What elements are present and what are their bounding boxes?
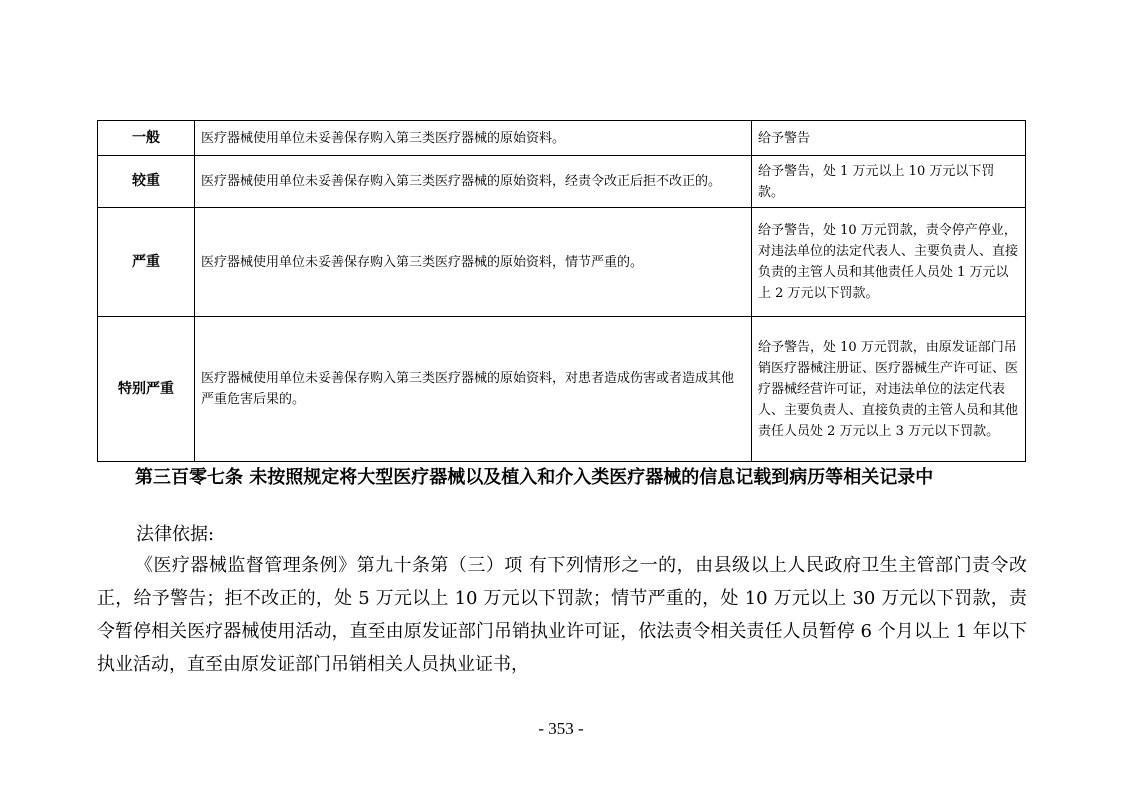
penalty-cell: 给予警告，处 10 万元罚款，由原发证部门吊销医疗器械注册证、医疗器械生产许可证、医疗器械经营许可证，对违法单位的法定代表人、主要负责人、直接负责的主管人员和其他责任人员处 2 万元以上 3 万元以下罚款。 [752, 317, 1026, 462]
violation-situation-cell: 医疗器械使用单位未妥善保存购入第三类医疗器械的原始资料，经责令改正后拒不改正的。 [195, 156, 752, 208]
severity-level-cell: 特别严重 [98, 317, 195, 462]
penalty-cell: 给予警告，处 1 万元以上 10 万元以下罚款。 [752, 156, 1026, 208]
table-row [98, 156, 1026, 208]
violation-situation-cell: 医疗器械使用单位未妥善保存购入第三类医疗器械的原始资料。 [195, 121, 752, 156]
legal-basis-text: 《医疗器械监督管理条例》第九十条第（三）项 有下列情形之一的，由县级以上人民政府卫生主管部门责令改正，给予警告；拒不改正的，处 5 万元以上 10 万元以下罚款；情节严重的，处 10 万元以上 30 万元以下罚款，责令暂停相关医疗器械使用活动，直至由原发证部门吊销执业许可证，依法责令相关责任人员暂停 6 个月以上 1 年以下执业活动，直至由原发证部门吊销相关人员执业证书， [97, 555, 1027, 675]
table-row [98, 121, 1026, 156]
severity-level-cell: 较重 [98, 156, 195, 208]
legal-basis-label: 法律依据: [136, 524, 215, 545]
violation-situation-cell: 医疗器械使用单位未妥善保存购入第三类医疗器械的原始资料，对患者造成伤害或者造成其他严重危害后果的。 [195, 317, 752, 462]
penalty-cell: 给予警告 [752, 121, 1026, 156]
article-heading: 第三百零七条 未按照规定将大型医疗器械以及植入和介入类医疗器械的信息记载到病历等相关记录中 [135, 467, 934, 488]
severity-level-cell: 严重 [98, 208, 195, 317]
penalty-table [97, 120, 1026, 462]
page-number: - 353 - [538, 719, 584, 738]
violation-situation-cell: 医疗器械使用单位未妥善保存购入第三类医疗器械的原始资料，情节严重的。 [195, 208, 752, 317]
severity-level-cell: 一般 [98, 121, 195, 156]
table-row [98, 317, 1026, 462]
table-row [98, 208, 1026, 317]
penalty-cell: 给予警告，处 10 万元罚款，责令停产停业，对违法单位的法定代表人、主要负责人、直接负责的主管人员和其他责任人员处 1 万元以上 2 万元以下罚款。 [752, 208, 1026, 317]
